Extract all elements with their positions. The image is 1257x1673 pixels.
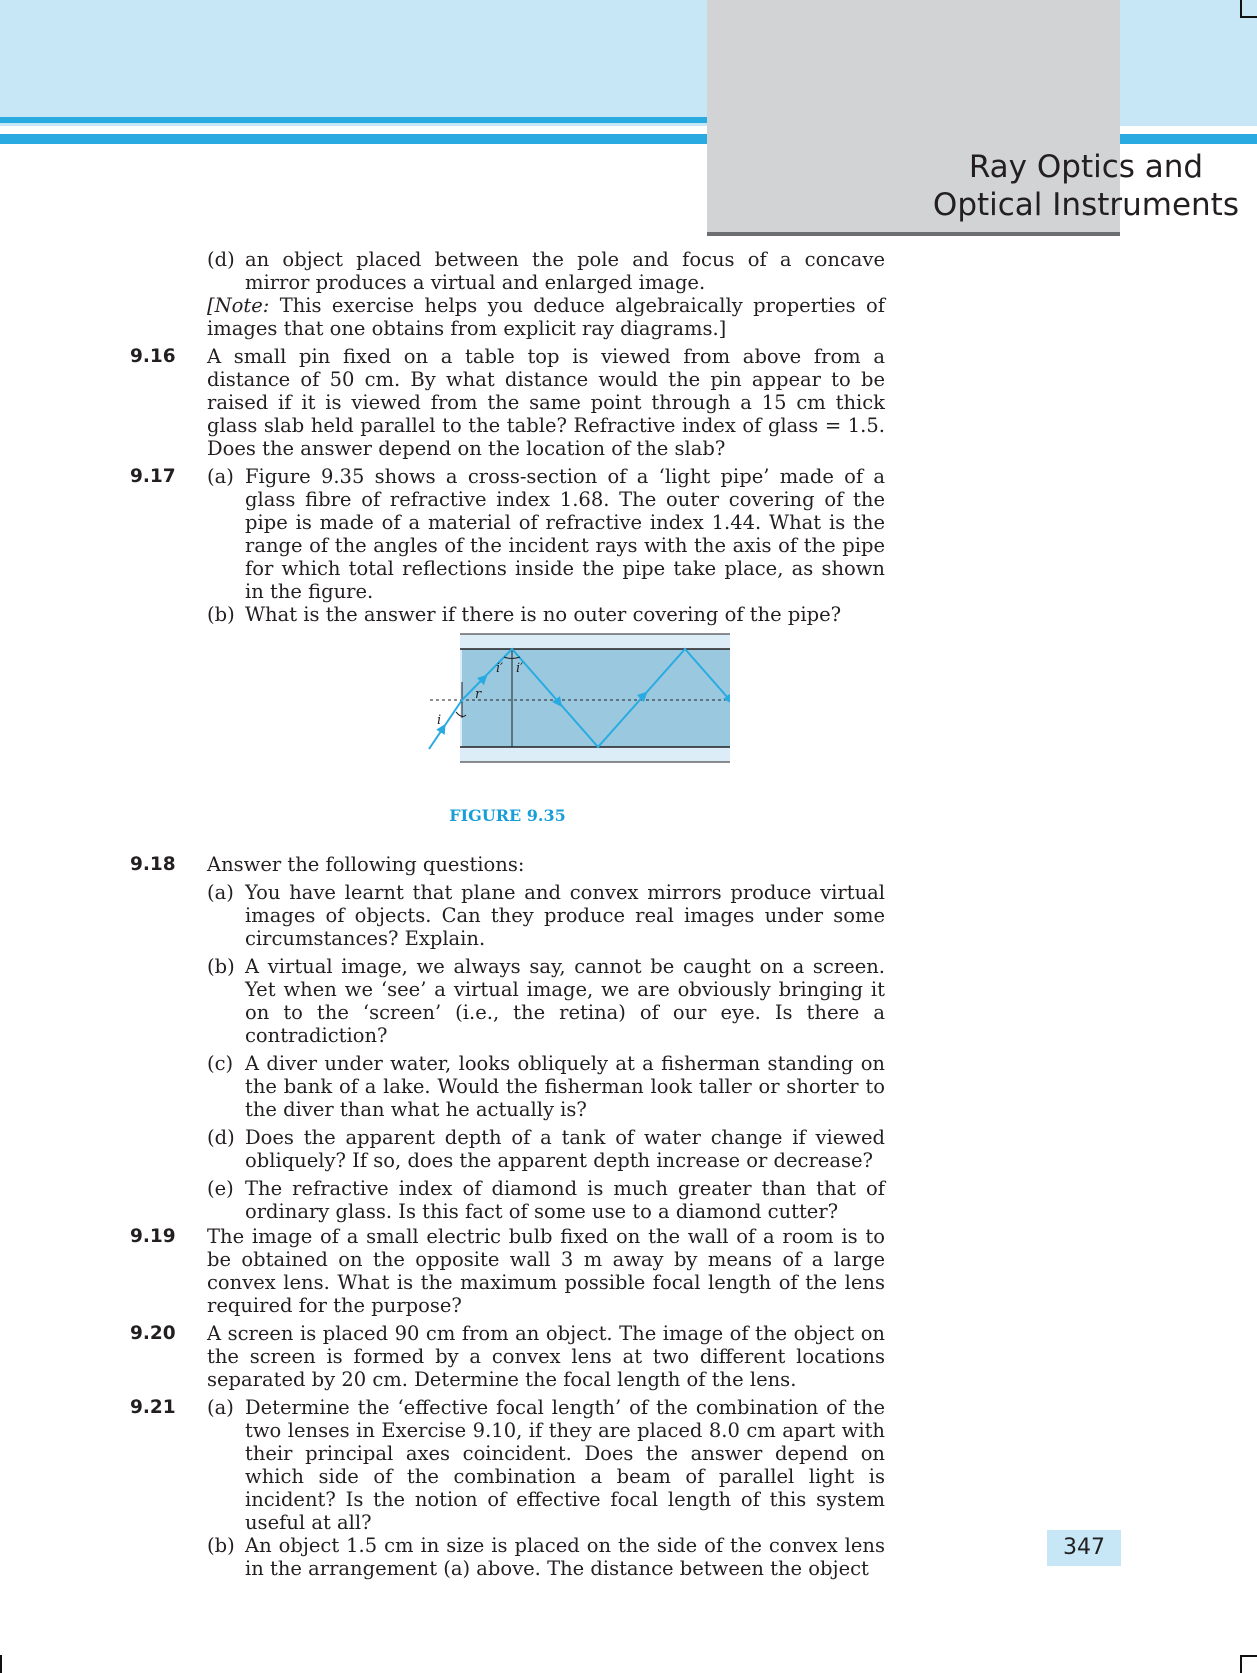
question-number: 9.18 [130, 854, 176, 875]
note-text [207, 294, 885, 340]
part-text: What is the answer if there is no outer covering of the pipe? [245, 603, 842, 626]
question-9-18 [130, 853, 885, 1223]
page-number: 347 [1047, 1530, 1121, 1566]
part-label: (b) [207, 955, 235, 978]
list-item [207, 1177, 885, 1223]
part-label: (d) [207, 248, 235, 271]
question-number: 9.19 [130, 1226, 176, 1247]
part-label: (b) [207, 1534, 235, 1557]
figure-9-35 [130, 632, 885, 847]
part-text: Does the apparent depth of a tank of water change if viewed obliquely? If so, does the apparent depth increase or decrease? [245, 1126, 885, 1172]
chapter-title-line: Ray Optics and [968, 149, 1204, 185]
note-prefix: [Note: [207, 294, 270, 317]
part-text: The refractive index of diamond is much greater than that of ordinary glass. Is this fact of some use to a diamond cutter? [245, 1177, 885, 1223]
light-pipe-diagram [290, 632, 730, 782]
list-item [207, 1052, 885, 1121]
part-label: (a) [207, 465, 234, 488]
header-stripe [0, 117, 708, 123]
list-item [207, 465, 885, 603]
question-text: A screen is placed 90 cm from an object. The image of the object on the screen is formed by a convex lens at two different locations separated by 20 cm. Determine the focal length of the lens. [207, 1322, 885, 1391]
angle-label: i [437, 713, 442, 728]
part-text: A diver under water, looks obliquely at a fisherman standing on the bank of a lake. Would the fisherman look taller or shorter to the diver than what he actually is? [245, 1052, 885, 1121]
part-text: Figure 9.35 shows a cross-section of a ‘light pipe’ made of a glass fibre of refractive index 1.68. The outer covering of the pipe is made of a material of refractive index 1.44. What is the range of the angles of the incident rays with the axis of the pipe for which total reflections inside the pipe take place, as shown in the figure. [245, 465, 885, 603]
crop-mark [1240, 1655, 1257, 1657]
part-label: (d) [207, 1126, 235, 1149]
list-item [207, 955, 885, 1047]
question-9-19 [130, 1225, 885, 1317]
chapter-title-line: Optical Instruments [932, 187, 1239, 223]
question-parts [207, 881, 885, 1223]
question-text: The image of a small electric bulb fixed on the wall of a room is to be obtained on the opposite wall 3 m away by means of a large convex lens. What is the maximum possible focal length of the lens required for the purpose? [207, 1225, 885, 1317]
question-number: 9.21 [130, 1397, 176, 1418]
angle-label: i′ [516, 661, 524, 676]
question-text: A small pin fixed on a table top is viewed from above from a distance of 50 cm. By what distance would the pin appear to be raised if it is viewed from the same point through a 15 cm thick glass slab held parallel to the table? Refractive index of glass = 1.5. Does the answer depend on the location of the slab? [207, 345, 885, 460]
question-continuation [130, 248, 885, 340]
note-body: This exercise helps you deduce algebraically properties of images that one obtains from explicit ray diagrams.] [207, 294, 885, 340]
list-item [207, 881, 885, 950]
part-text: An object 1.5 cm in size is placed on the side of the convex lens in the arrangement (a) above. The distance between the object [245, 1534, 885, 1580]
part-text: You have learnt that plane and convex mirrors produce virtual images of objects. Can they produce real images under some circumstances? Explain. [245, 881, 885, 950]
part-text: an object placed between the pole and focus of a concave mirror produces a virtual and enlarged image. [245, 248, 885, 294]
question-number: 9.17 [130, 466, 176, 487]
figure-caption: FIGURE 9.35 [449, 806, 566, 825]
question-9-17 [130, 465, 885, 626]
part-label: (c) [207, 1052, 234, 1075]
part-label: (a) [207, 1396, 234, 1419]
list-item [207, 1396, 885, 1534]
list-item [207, 248, 885, 294]
page-content [130, 248, 885, 1585]
part-text: A virtual image, we always say, cannot be caught on a screen. Yet when we ‘see’ a virtual image, we are obviously bringing it on to the ‘screen’ (i.e., the retina) of our eye. Is there a contradiction? [245, 955, 885, 1047]
ray-arrow [440, 728, 443, 733]
list-item [207, 603, 885, 626]
list-item [207, 1534, 885, 1580]
question-9-20 [130, 1322, 885, 1391]
question-9-16 [130, 345, 885, 460]
angle-label: i′ [496, 661, 504, 676]
question-intro: Answer the following questions: [207, 853, 525, 876]
part-label: (b) [207, 603, 235, 626]
crop-mark [0, 1655, 2, 1673]
list-item [207, 1126, 885, 1172]
part-text: Determine the ‘effective focal length’ of the combination of the two lenses in Exercise 9.10, if they are placed 8.0 cm apart with their principal axes coincident. Does the answer depend on which side of the combination a beam of parallel light is incident? Is the notion of effective focal length of this system useful at all? [245, 1396, 885, 1534]
angle-label: r [475, 687, 482, 702]
crop-mark [1240, 16, 1257, 18]
question-number: 9.16 [130, 346, 176, 367]
part-label: (e) [207, 1177, 234, 1200]
part-label: (a) [207, 881, 234, 904]
question-number: 9.20 [130, 1323, 176, 1344]
crop-mark [1240, 1655, 1242, 1673]
question-9-21 [130, 1396, 885, 1580]
chapter-title [933, 148, 1239, 224]
